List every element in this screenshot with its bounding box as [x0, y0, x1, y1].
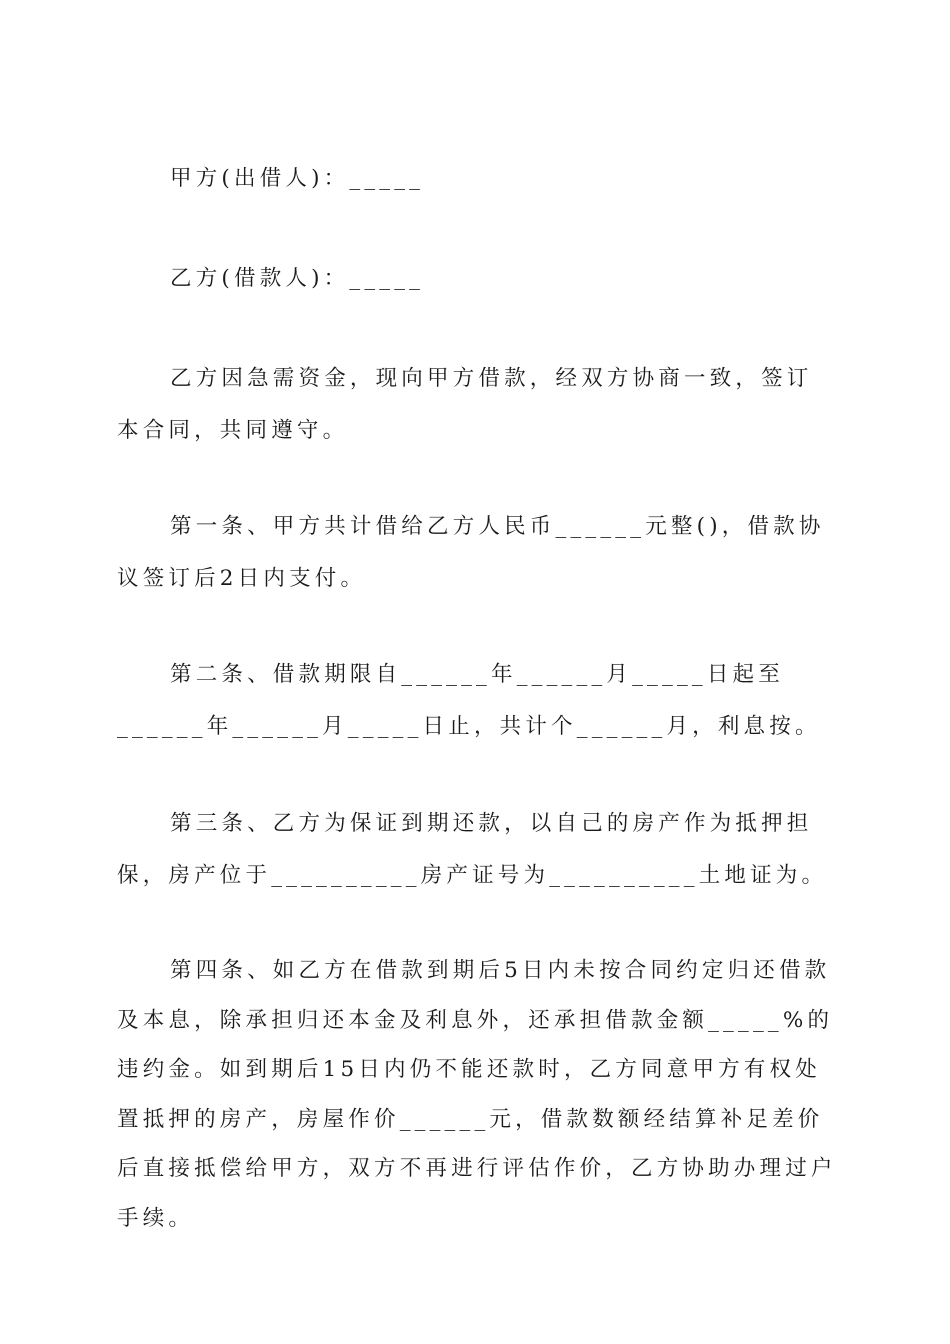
article-4-paragraph: 第四条、如乙方在借款到期后5日内未按合同约定归还借款及本息，除承担归还本金及利息外，还承担借款金额_____%的违约金。如到期后15日内仍不能还款时，乙方同意甲方有权处置抵押的房产，房屋作价______元，借款数额经结算补足差价后直接抵偿给甲方，双方不再进行评估作价，乙方协助办理过户手续。	[117, 958, 837, 1231]
article-2-paragraph: 第二条、借款期限自______年______月_____日起至______年______月_____日止，共计个______月，利息按。	[117, 662, 821, 739]
article-3-paragraph: 第三条、乙方为保证到期还款，以自己的房产作为抵押担保，房产位于__________房产证号为__________土地证为。	[117, 811, 828, 888]
party-b-line: 乙方(借款人)：_____	[170, 266, 425, 291]
party-a-line: 甲方(出借人)：_____	[170, 166, 425, 191]
preamble-paragraph: 乙方因急需资金，现向甲方借款，经双方协商一致，签订本合同，共同遵守。	[117, 366, 813, 443]
article-1-paragraph: 第一条、甲方共计借给乙方人民币______元整()，借款协议签订后2日内支付。	[117, 514, 825, 591]
